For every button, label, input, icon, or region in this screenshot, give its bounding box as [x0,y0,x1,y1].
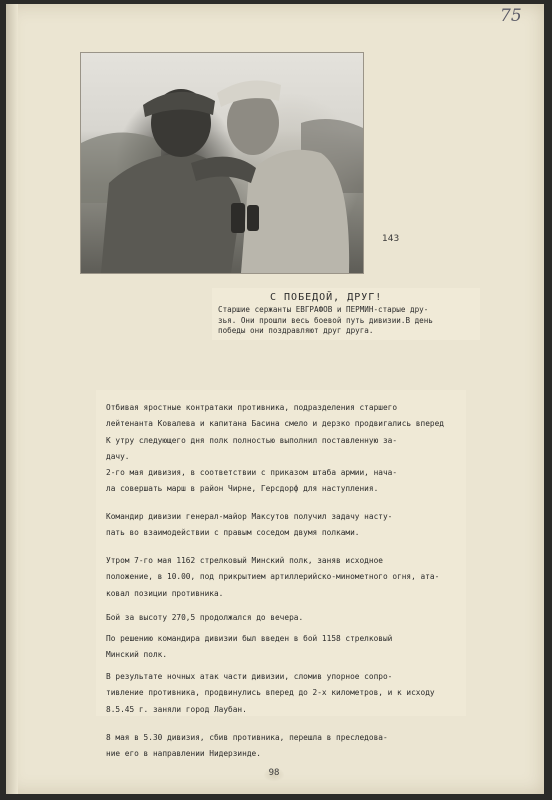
paragraph-1: Отбивая яростные контратаки противника, подразделения старшего лейтенанта Ковалева и капитана Басина смело и дерзко продвигались вперед К утру следующего дня полк полностью выполнил поставленную за- дачу. [106,403,444,462]
page-number: 98 [264,768,284,782]
paragraph-3: Командир дивизии генерал-майор Максутов получил задачу насту- пать во взаимодействии с правым соседом двумя полками. [106,512,393,538]
paragraph-2: 2-го мая дивизия, в соответствии с приказом штаба армии, нача- ла совершать марш в район Чирне, Герсдорф для наступления. [106,468,398,494]
archive-page-number: 75 [500,6,522,26]
photo-figures [81,53,363,273]
paragraph-4: Утром 7-го мая 1162 стрелковый Минский полк, заняв исходное положение, в 10.00, под прикрытием артиллерийско-минометного огня, ата- ковал позиции противника. [106,556,440,598]
photo-inventory-mark: 143 [382,234,400,244]
paragraph-6: По решению командира дивизии был введен в бой 1158 стрелковый Минский полк. [106,634,393,660]
caption-text: Старшие сержанты ЕВГРАФОВ и ПЕРМИН-старые дру- зья. Они прошли весь боевой путь дивизии.В день победы они поздравляют друг друга. [218,305,433,336]
paragraph-8: 8 мая в 5.30 дивизия, сбив противника, перешла в преследова- ние его в направлении Нидерзинде. [106,733,388,759]
paragraph-7: В результате ночных атак части дивизии, сломив упорное сопро- тивление противника, продвинулись вперед до 2-х километров, и к исходу 8.5.45 г. заняли город Лаубан. [106,672,435,714]
photograph-two-soldiers [80,52,364,274]
caption-title: С ПОБЕДОЙ, ДРУГ! [270,292,383,303]
paragraph-5: Бой за высоту 270,5 продолжался до вечера. [106,613,304,622]
page-edge-shadow [6,4,18,794]
